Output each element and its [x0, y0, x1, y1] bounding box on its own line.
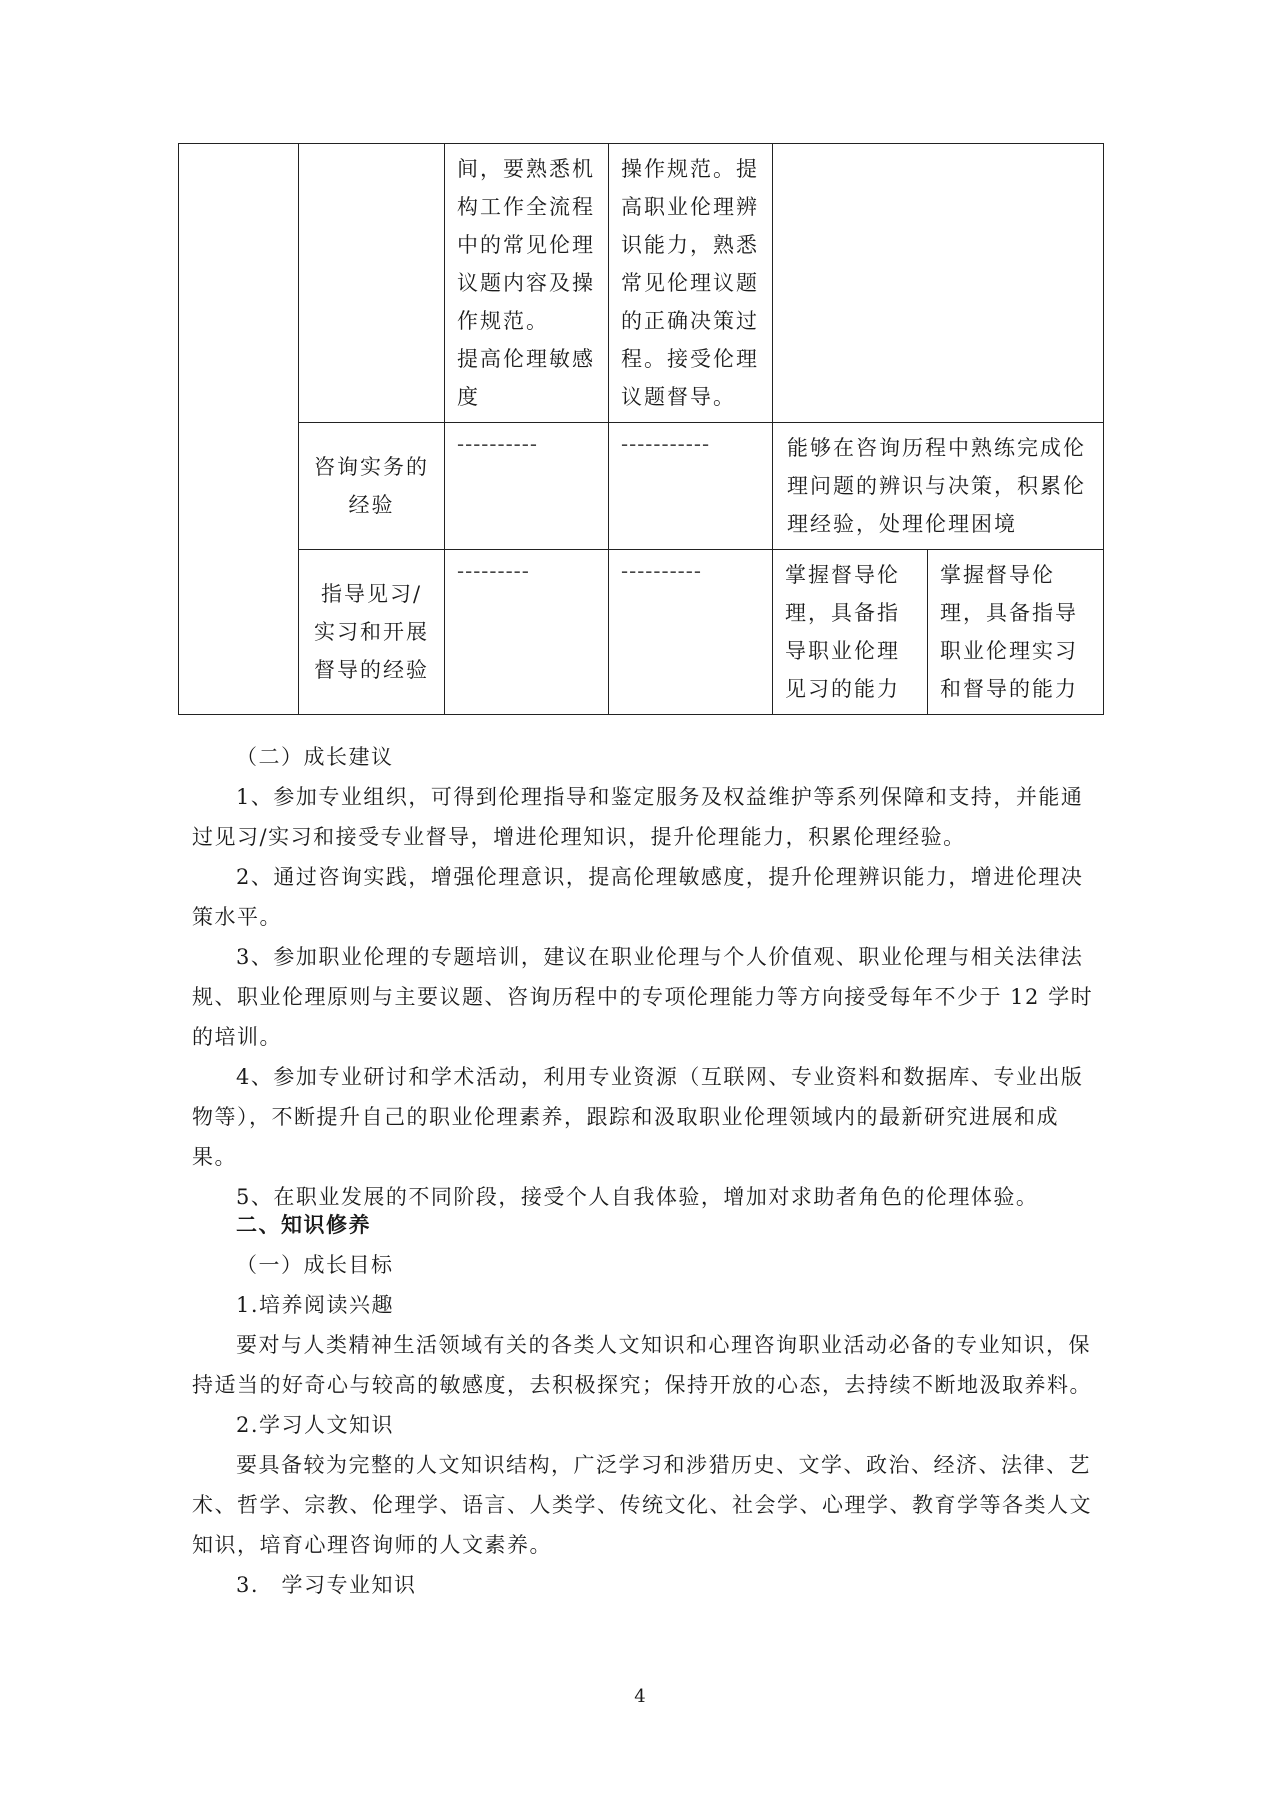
cell-line: 操作规范。提 [621, 157, 759, 181]
table-cell-category [179, 144, 299, 715]
section-title: （二）成长建议 [236, 745, 394, 769]
cell-line: 议题内容及操 [457, 271, 595, 295]
cell-line: 作规范。 [457, 309, 549, 333]
item-title: 3. 学习专业知识 [236, 1573, 417, 1597]
item-text: 要对与人类精神生活领域有关的各类人文知识和心理咨询职业活动必备的专业知识，保持适当的好奇心与较高的敏感度，去积极探究；保持开放的心态，去持续不断地汲取养料。 [192, 1333, 1092, 1397]
item-title: 2.学习人文知识 [236, 1413, 395, 1437]
table-row [179, 423, 1104, 550]
cell-line: 的正确决策过 [621, 309, 759, 333]
table-cell-level-2: ----------- [609, 423, 773, 550]
table-cell-level-2 [609, 144, 773, 423]
knowledge-section [192, 1205, 1102, 1605]
cell-line: 构工作全流程 [457, 195, 595, 219]
table-cell-label [299, 144, 445, 423]
section-subtitle: （一）成长目标 [236, 1253, 394, 1277]
cell-line: 常见伦理议题 [621, 271, 759, 295]
ethics-competency-table [178, 143, 1104, 715]
cell-line: 提高伦理敏感 [457, 347, 595, 371]
item-text: 要具备较为完整的人文知识结构，广泛学习和涉猎历史、文学、政治、经济、法律、艺术、哲学、宗教、伦理学、语言、人类学、传统文化、社会学、心理学、教育学等各类人文知识，培育心理咨询师的人文素养。 [192, 1453, 1092, 1557]
list-item: 2、通过咨询实践，增强伦理意识，提高伦理敏感度，提升伦理辨识能力，增进伦理决策水平。 [192, 865, 1084, 929]
table-row [179, 550, 1104, 715]
table-cell-label: 指导见习/实习和开展督导的经验 [299, 550, 445, 715]
list-item: 1、参加专业组织，可得到伦理指导和鉴定服务及权益维护等系列保障和支持，并能通过见习/实习和接受专业督导，增进伦理知识，提升伦理能力，积累伦理经验。 [192, 785, 1084, 849]
table-cell-level-3: 能够在咨询历程中熟练完成伦理问题的辨识与决策，积累伦理经验，处理伦理困境 [773, 423, 1104, 550]
cell-line: 度 [457, 385, 480, 409]
cell-line: 程。接受伦理 [621, 347, 759, 371]
table-cell-level-1: ---------- [445, 423, 609, 550]
growth-suggestions-section [192, 737, 1102, 1217]
list-item: 4、参加专业研讨和学术活动，利用专业资源（互联网、专业资料和数据库、专业出版物等），不断提升自己的职业伦理素养，跟踪和汲取职业伦理领域内的最新研究进展和成果。 [192, 1065, 1084, 1169]
table-cell-level-2: ---------- [609, 550, 773, 715]
section-heading: 二、知识修养 [236, 1212, 371, 1237]
table-cell-label: 咨询实务的经验 [299, 423, 445, 550]
cell-line: 间，要熟悉机 [457, 157, 595, 181]
table-cell-level-1 [445, 144, 609, 423]
cell-line: 高职业伦理辨 [621, 195, 759, 219]
table-cell-level-4: 掌握督导伦理，具备指导职业伦理实习和督导的能力 [928, 550, 1104, 715]
list-item: 5、在职业发展的不同阶段，接受个人自我体验，增加对求助者角色的伦理体验。 [236, 1185, 1039, 1209]
table-row [179, 144, 1104, 423]
cell-line: 识能力，熟悉 [621, 233, 759, 257]
cell-line: 议题督导。 [621, 385, 736, 409]
list-item: 3、参加职业伦理的专题培训，建议在职业伦理与个人价值观、职业伦理与相关法律法规、职业伦理原则与主要议题、咨询历程中的专项伦理能力等方向接受每年不少于 12 学时的培训。 [192, 945, 1094, 1049]
item-title: 1.培养阅读兴趣 [236, 1293, 395, 1317]
page-number: 4 [634, 1686, 646, 1707]
table-cell-level-3: 掌握督导伦理，具备指导职业伦理见习的能力 [773, 550, 928, 715]
cell-line: 中的常见伦理 [457, 233, 595, 257]
table-cell-level-1: --------- [445, 550, 609, 715]
table-cell-level-3 [773, 144, 1104, 423]
